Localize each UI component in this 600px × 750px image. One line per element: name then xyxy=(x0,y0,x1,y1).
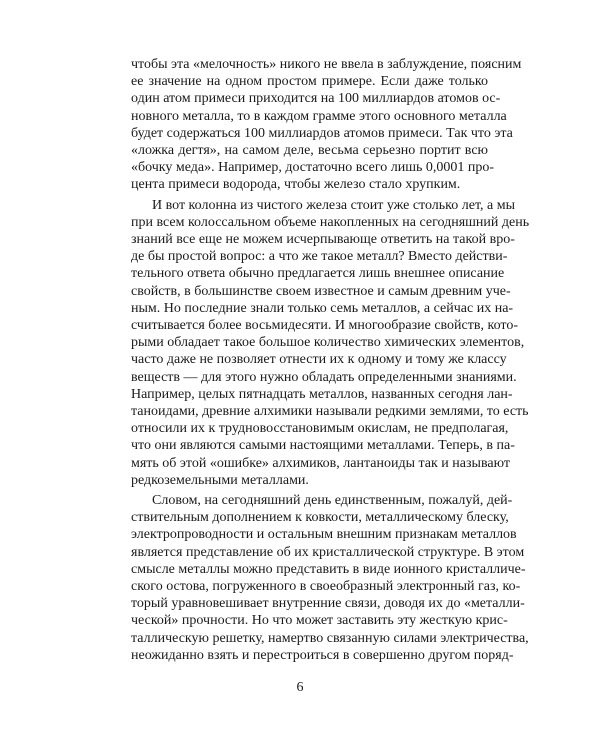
text-line: цента примеси водорода, чтобы железо стало хрупким. xyxy=(131,177,461,193)
text-line: считывается более восьмидесяти. И многообразие свойств, кото- xyxy=(131,318,518,333)
text-line: мять об этой «ошибке» алхимиков, лантаноиды так и называют xyxy=(131,455,510,471)
text-line: ным. Но последние знали только семь металлов, а сейчас их на- xyxy=(131,300,514,316)
text-line: Например, целых пятнадцать металлов, названных сегодня лан- xyxy=(131,386,513,402)
text-line: смысле металлы можно представить в виде ионного кристалличе- xyxy=(131,561,526,577)
text-line: ствительным дополнением к ковкости, металлическому блеску, xyxy=(131,510,509,526)
text-line: часто даже не позволяет отнести их к одному и тому же классу xyxy=(131,352,507,368)
text-line: ческой» прочности. Но что может заставить эту жесткую крис- xyxy=(131,613,508,629)
text-line: рыми обладает такое большое количество химических элементов, xyxy=(131,335,525,351)
page-number: 6 xyxy=(296,680,304,695)
text-line: чтобы эта «мелочность» никого не ввела в заблуждение, поясним xyxy=(131,57,522,72)
text-line: де бы простой вопрос: а что же такое металл? Вместо действи- xyxy=(131,249,508,265)
text-line: «бочку меда». Например, достаточно всего лишь 0,0001 про- xyxy=(131,160,495,176)
text-line: будет содержаться 100 миллиардов атомов примеси. Так что эта xyxy=(131,125,513,141)
text-line: таноидами, древние алхимики называли редкими землями, то есть xyxy=(131,404,529,419)
text-line: таллическую решетку, намертво связанную силами электричества, xyxy=(131,630,529,646)
text-line: один атом примеси приходится на 100 миллиардов атомов ос- xyxy=(131,91,501,107)
text-line: ского остова, погруженного в своеобразный электронный газ, ко- xyxy=(131,579,521,594)
text-line: тельного ответа обычно предлагается лишь внешнее описание xyxy=(131,266,505,282)
text-line: знаний все еще не можем исчерпывающе ответить на такой вро- xyxy=(131,232,515,247)
text-line: торый уравновешивает внутренние связи, доводя их до «металли- xyxy=(131,596,525,612)
text-line: веществ — для этого нужно обладать определенными знаниями. xyxy=(131,369,517,385)
text-line: электропроводности и остальным внешним признакам металлов xyxy=(131,527,517,543)
text-line: является представление об их кристаллической структуре. В этом xyxy=(131,544,525,560)
text-line: что они являются самыми настоящими металлами. Теперь, в па- xyxy=(131,438,515,454)
text-line: при всем колоссальном объеме накопленных на сегодняшний день xyxy=(131,214,530,230)
text-line: ее значение на одном простом примере. Если даже только xyxy=(131,74,488,90)
text-line: относили их к трудновосстановимым окислам, не предполагая, xyxy=(131,421,509,437)
text-line: Словом, на сегодняшний день единственным, пожалуй, дей- xyxy=(152,493,513,508)
text-line: редкоземельными металлами. xyxy=(131,472,309,488)
text-line: И вот колонна из чистого железа стоит уже столько лет, а мы xyxy=(152,197,516,213)
text-line: неожиданно взять и перестроиться в совершенно другом поряд- xyxy=(131,647,514,663)
text-line: свойств, в большинстве своем известное и самым древним уче- xyxy=(131,283,511,299)
text-line: «ложка дегтя», на самом деле, весьма серьезно портит всю xyxy=(131,143,488,158)
text-line: новного металла, то в каждом грамме этого основного металла xyxy=(131,108,507,124)
